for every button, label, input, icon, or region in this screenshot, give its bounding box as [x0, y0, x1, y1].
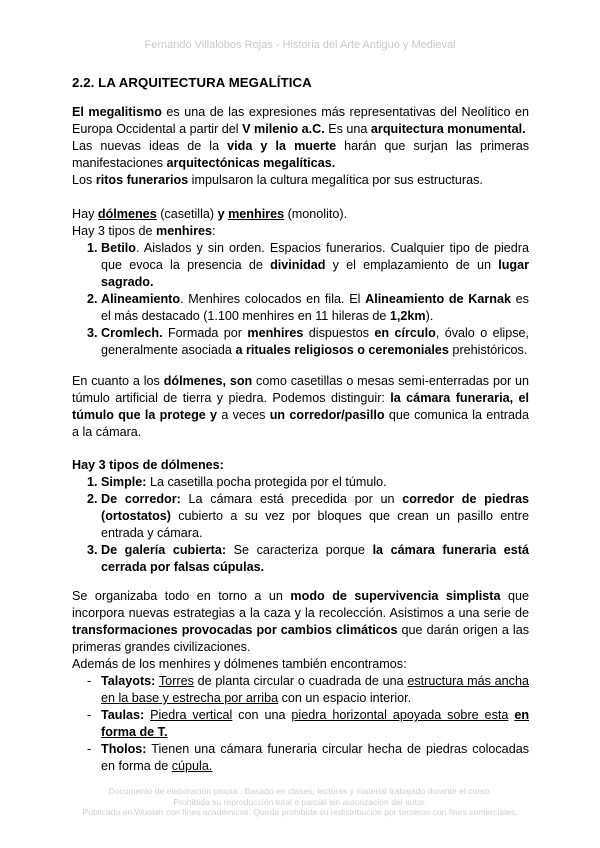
page-header: Fernando Villalobos Rojas - Historia del Arte Antiguo y Medieval	[144, 39, 456, 51]
list-item: 3. Cromlech. Formada por menhires dispuestos en círculo, óvalo o elipse, generalmente asociada a rituales religiosos o ceremoniales prehistóricos.	[87, 326, 530, 357]
megalitismo-term: El megalitismo	[72, 105, 162, 119]
dolmenes-types-title: Hay 3 tipos de dólmenes:	[72, 458, 224, 472]
dolmenes-term: dólmenes	[97, 207, 157, 221]
list-item: 3. De galería cubierta: Se caracteriza porque la cámara funeraria está cerrada por falsas cúpulas.	[87, 543, 529, 574]
supervivencia-paragraph: Se organizaba todo en torno a un modo de supervivencia simplista que incorpora nuevas estrategias a la caza y la recolección. Asistimos a una serie de transformaciones provocadas por cambios climáticos que darán origen a las primeras grandes civilizaciones. Además de los menhires y dólmenes también encontramos: - Talayots: Torres de planta circular o cuadrada de una estructura más ancha en la base y estrecha por arriba con un espacio interior. - Taulas: Piedra vertical con una piedra horizontal apoyada sobre esta en forma de T. - Tholos: Tienen una cámara funeraria circular hecha de piedras colocadas en forma de cúpula.	[72, 589, 530, 773]
list-item: 1. Betilo. Aislados y sin orden. Espacios funerarios. Cualquier tipo de piedra que evoca la presencia de divinidad y el emplazamiento de un lugar sagrado.	[87, 241, 529, 289]
dolmenes-list	[72, 474, 529, 576]
list-item: - Talayots: Torres de planta circular o cuadrada de una estructura más ancha en la base y estrecha por arriba con un espacio interior.	[87, 674, 529, 705]
list-item: 2. Alineamiento. Menhires colocados en fila. El Alineamiento de Karnak es el más destacado (1.100 menhires en 11 hileras de 1,2km).	[87, 292, 529, 323]
dolmenes-types-section	[72, 457, 529, 576]
dolmenes-paragraph: En cuanto a los dólmenes, son como casetillas o mesas semi-enterradas por un túmulo artificial de tierra y piedra. Podemos distinguir: la cámara funeraria, el túmulo que la protege y a veces un corredor/pasillo que comunica la entrada a la cámara.	[72, 374, 529, 439]
menhires-list	[72, 240, 529, 359]
list-item: - Taulas: Piedra vertical con una piedra horizontal apoyada sobre esta en forma de T.	[87, 708, 530, 739]
list-item: - Tholos: Tienen una cámara funeraria circular hecha de piedras colocadas en forma de cúpula.	[87, 742, 529, 773]
otros-intro: Además de los menhires y dólmenes también encontramos:	[72, 657, 407, 671]
menhires-section: Hay dólmenes (casetilla) y menhires (monolito). Hay 3 tipos de menhires: 1. Betilo. Aislados y sin orden. Espacios funerarios. Cualquier tipo de piedra que evoca la presencia de divinidad y el emplazamiento de un lugar sagrado. 2. Alineamiento. Menhires colocados en fila. El Alineamiento de Karnak es el más destacado (1.100 menhires en 11 hileras de 1,2km). 3. Cromlech. Formada por menhires dispuestos en círculo, óvalo o elipse, generalmente asociada a rituales religiosos o ceremoniales prehistóricos.	[72, 207, 530, 357]
otros-list	[72, 673, 529, 775]
list-item: 2. De corredor: La cámara está precedida por un corredor de piedras (ortostatos) cubierto a su vez por bloques que crean un pasillo entre entrada y cámara.	[87, 492, 529, 540]
list-item: 1. Simple: La casetilla pocha protegida por el túmulo.	[87, 475, 387, 489]
menhires-term: menhires	[228, 207, 285, 221]
intro-paragraph: El megalitismo es una de las expresiones más representativas del Neolítico en Europa Occidental a partir del V milenio a.C. Es una arquitectura monumental. Las nuevas ideas de la vida y la muerte harán que surjan las primeras manifestaciones arquitectónicas megalíticas. Los ritos funerarios impulsaron la cultura megalítica por sus estructuras.	[72, 105, 530, 187]
page-footer: Documento de elaboración propia . Basado en clases, lecturas y material trabajado durante el curso. Prohibida su reproducción total o parcial sin autorización del autor. Publicado en Wuolah con fines académicos. Queda prohibida su redistribución por terceros con fines comerciales.	[82, 786, 518, 817]
section-title: 2.2. LA ARQUITECTURA MEGALÍTICA	[72, 75, 312, 90]
